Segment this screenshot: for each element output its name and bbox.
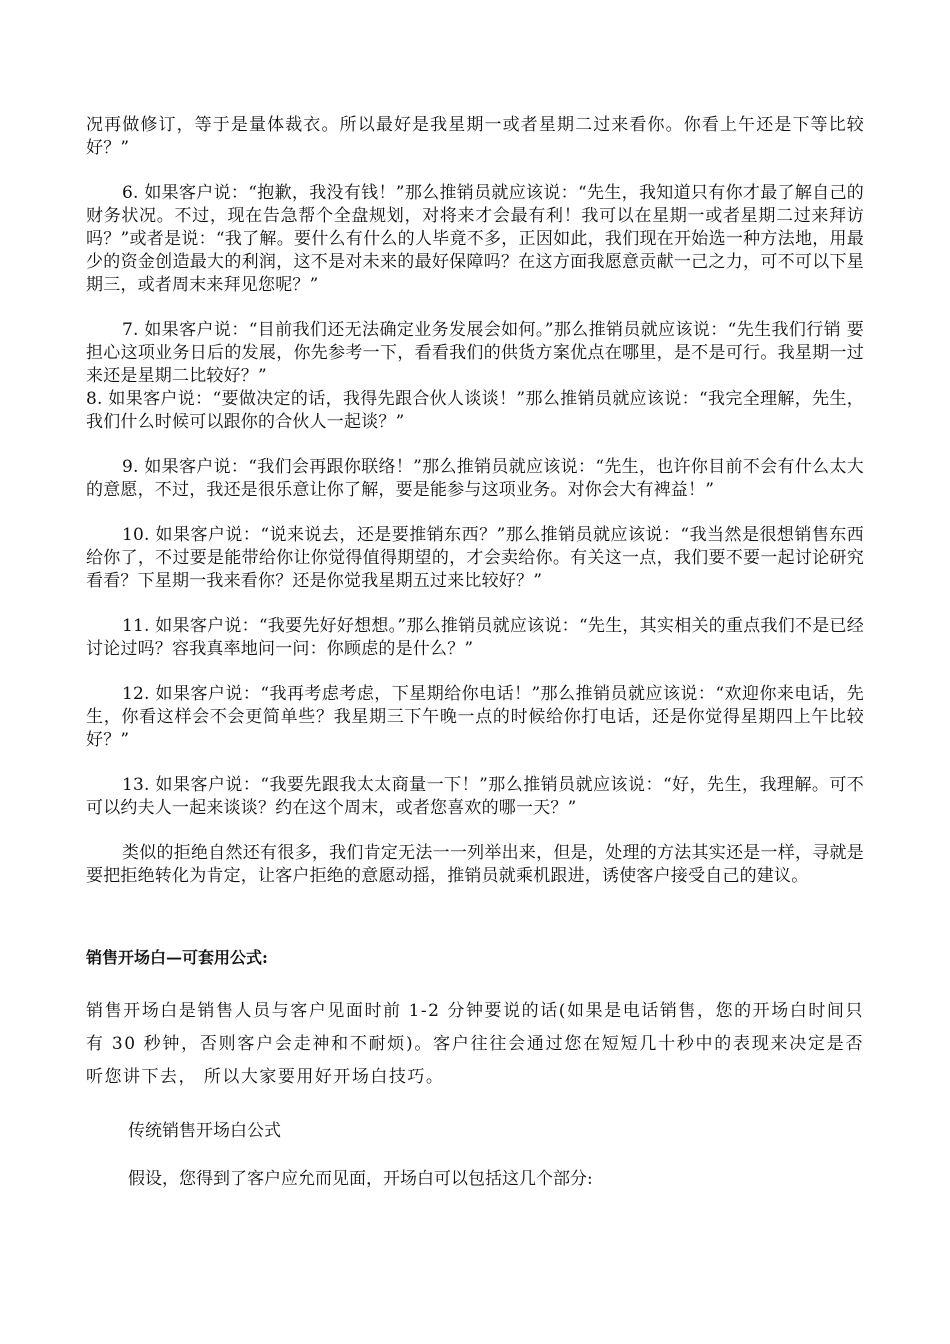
paragraph-item-6: 6. 如果客户说：“抱歉，我没有钱！”那么推销员就应该说：“先生，我知道只有你才最了解自己的财务状况。不过，现在告急帮个全盘规划，对将来才会最有利！我可以在星期一或者星期二过来拜访吗？”或者是说：“我了解。要什么有什么的人毕竟不多，正因如此，我们现在开始选一种方法地，用最少的资金创造最大的利润，这不是对未来的最好保障吗？在这方面我愿意贡献一己之力，可不可以下星期三，或者周末来拜见您呢？”: [86, 183, 864, 295]
paragraph-item-10: 10. 如果客户说：“说来说去，还是要推销东西？”那么推销员就应该说：“我当然是很想销售东西给你了，不过要是能带给你让你觉得值得期望的，才会卖给你。有关这一点，我们要不要一起讨论研究看看？下星期一我来看你？还是你觉我星期五过来比较好？”: [86, 525, 864, 591]
section-heading: 销售开场白—可套用公式:: [86, 948, 268, 967]
document-page: [86, 114, 864, 1191]
paragraph-item-9: 9. 如果客户说：“我们会再跟你联络！”那么推销员就应该说：“先生，也许你目前不会有什么太大的意愿，不过，我还是很乐意让你了解，要是能参与这项业务。对你会大有裨益！”: [86, 457, 864, 500]
paragraph-item-8: 8. 如果客户说：“要做决定的话，我得先跟合伙人谈谈！”那么推销员就应该说：“我完全理解，先生，我们什么时候可以跟你的合伙人一起谈？”: [86, 389, 864, 432]
paragraph-item-7: 7. 如果客户说：“目前我们还无法确定业务发展会如何。”那么推销员就应该说：“先生我们行销 要担心这项业务日后的发展，你先参考一下，看看我们的供货方案优点在哪里，是不是可行。我星期一过来还是星期二比较好？”: [86, 320, 864, 386]
paragraph-item-12: 12. 如果客户说：“我再考虑考虑，下星期给你电话！”那么推销员就应该说：“欢迎你来电话，先生，你看这样会不会更简单些？我星期三下午晚一点的时候给你打电话，还是你觉得星期四上午比较好？”: [86, 684, 864, 750]
section-assumption: 假设，您得到了客户应允而见面，开场白可以包括这几个部分:: [128, 1169, 593, 1189]
section-intro: 销售开场白是销售人员与客户见面时前 1-2 分钟要说的话(如果是电话销售，您的开场白时间只有 30 秒钟，否则客户会走神和不耐烦)。客户往往会通过您在短短几十秒中的表现来决定是否听您讲下去， 所以大家要用好开场白技巧。: [86, 1001, 864, 1087]
paragraph-continuation: 况再做修订，等于是量体裁衣。所以最好是我星期一或者星期二过来看你。你看上午还是下等比较好？”: [86, 115, 864, 158]
paragraph-summary: 类似的拒绝自然还有很多，我们肯定无法一一列举出来，但是，处理的方法其实还是一样，寻就是要把拒绝转化为肯定，让客户拒绝的意愿动摇，推销员就乘机跟进，诱使客户接受自己的建议。: [86, 843, 864, 886]
paragraph-item-13: 13. 如果客户说：“我要先跟我太太商量一下！”那么推销员就应该说：“好，先生，我理解。可不可以约夫人一起来谈谈？约在这个周末，或者您喜欢的哪一天？”: [86, 775, 864, 818]
section-subheading: 传统销售开场白公式: [128, 1121, 281, 1141]
paragraph-item-11: 11. 如果客户说：“我要先好好想想。”那么推销员就应该说：“先生，其实相关的重点我们不是已经讨论过吗？容我真率地问一问：你顾虑的是什么？”: [86, 616, 864, 659]
